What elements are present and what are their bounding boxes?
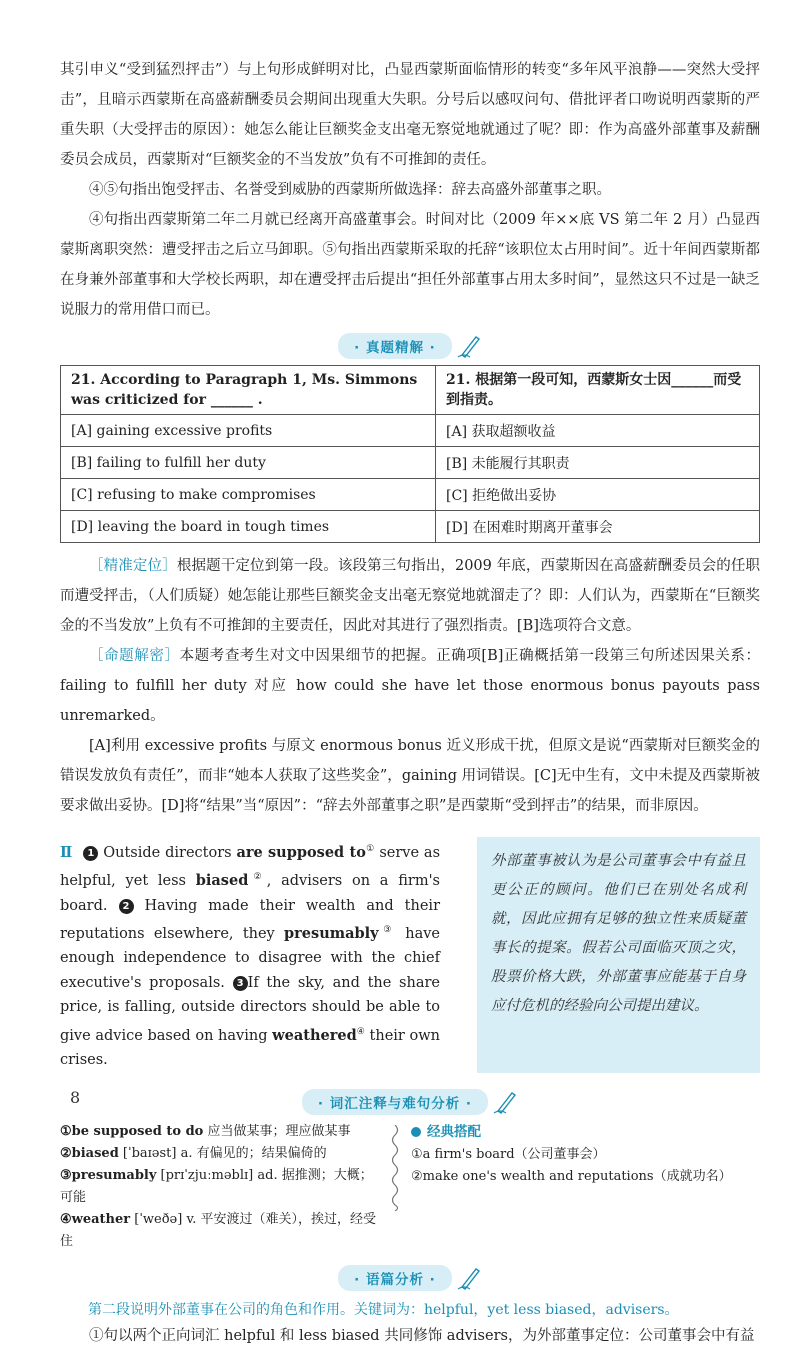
sentence-number-3: 3: [233, 976, 248, 991]
passage-text: serve as helpful, yet less: [60, 844, 441, 890]
passage-text: If the sky, and the share price, is falling, outside directors should be able to give advice based on having: [60, 974, 440, 1044]
list-item: [60, 1143, 385, 1165]
section-header-discourse: [60, 1263, 760, 1293]
passage-english: [60, 837, 440, 1073]
pen-icon: [456, 1265, 482, 1291]
list-item: [60, 1165, 385, 1209]
option-d-zh: [D] 在困难时期离开董事会: [436, 511, 760, 543]
list-item: ②make one's wealth and reputations（成就功名）: [411, 1168, 732, 1184]
list-item: [60, 1209, 385, 1253]
option-a-zh: [A] 获取超额收益: [436, 415, 760, 447]
page: [60, 0, 760, 1349]
footnote-marker: ①: [365, 844, 375, 854]
passage-text: , advisers on a firm's board.: [60, 873, 440, 914]
table-row: [61, 479, 760, 511]
passage-translation: 外部董事被认为是公司董事会中有益且更公正的顾问。他们已在别处名成利就，因此应拥有足够的独立性来质疑董事长的提案。假若公司面临灭顶之灾，股票价格大跌，外部董事应能基于自身应付危机的经验向公司提出建议。: [477, 837, 760, 1073]
vocab-list: [60, 1121, 385, 1253]
discourse-summary: 第二段说明外部董事在公司的角色和作用。关键词为：helpful，yet less biased，advisers。: [88, 1301, 679, 1318]
keyword: are supposed to: [236, 843, 366, 861]
keyword: biased: [195, 872, 249, 890]
collocations-title: 经典搭配: [427, 1123, 481, 1140]
wavy-divider: [385, 1121, 405, 1253]
wavy-line-icon: [388, 1125, 402, 1211]
intro-paragraph-1: 其引申义“受到猛烈抨击”）与上句形成鲜明对比，凸显西蒙斯面临情形的转变“多年风平浪静——突然大受抨击”，且暗示西蒙斯在高盛薪酬委员会期间出现重大失职。分号后以感叹问句、借批评者口吻说明西蒙斯的严重失职（大受抨击的原因）：她怎么能让巨额奖金支出毫无察觉地就通过了呢？即：作为高盛外部董事及薪酬委员会成员，西蒙斯对“巨额奖金的不当发放”负有不可推卸的责任。: [60, 62, 760, 168]
collocations-header: [411, 1121, 760, 1144]
option-a-en: [A] gaining excessive profits: [61, 415, 436, 447]
analysis-locate: [60, 551, 760, 641]
locate-text: 根据题干定位到第一段。该段第三句指出，2009 年底，西蒙斯因在高盛薪酬委员会的任职而遭受抨击，（人们质疑）她怎能让那些巨额奖金支出毫无察觉地就溜走了？即：人们认为，西蒙斯在“巨额奖金的不当发放”上负有不可推卸的主要责任，因此对其进行了强烈指责。[B]选项符合文意。: [60, 558, 761, 634]
passage-text: Having made their wealth and their reputations elsewhere, they: [60, 897, 440, 942]
vocab-term: ①be supposed to do: [60, 1123, 204, 1139]
option-b-en: [B] failing to fulfill her duty: [61, 447, 436, 479]
question-stem-en: 21. According to Paragraph 1, Ms. Simmons was criticized for ______ .: [61, 366, 436, 415]
footnote-marker: ②: [248, 872, 267, 883]
analysis-decode: [60, 641, 760, 731]
option-c-zh: [C] 拒绝做出妥协: [436, 479, 760, 511]
keyword: presumably: [284, 924, 379, 942]
analysis-distractors: [A]利用 excessive profits 与原文 enormous bonus 近义形成干扰，但原文是说“西蒙斯对巨额奖金的错误发放负有责任”，而非“她本人获取了这些奖金”，gaining 用词错误。[C]无中生有，文中未提及西蒙斯被要求做出妥协。[D]将“结果”当“原因”：“辞去外部董事之职”是西蒙斯“受到抨击”的结果，而非原因。: [60, 738, 760, 814]
option-d-en: [D] leaving the board in tough times: [61, 511, 436, 543]
footnote-marker: ③: [378, 925, 396, 936]
intro-paragraph-3: ④句指出西蒙斯第二年二月就已经离开高盛董事会。时间对比（2009 年××底 VS 第二年 2 月）凸显西蒙斯离职突然：遭受抨击之后立马卸职。⑤句指出西蒙斯采取的托辞“该职位太占用时间”。近十年间西蒙斯都在身兼外部董事和大学校长两职，却在遭受抨击后提出“担任外部董事占用太多时间”，显然这只不过是一缺乏说服力的常用借口而已。: [60, 212, 760, 318]
list-item: ①a firm's board（公司董事会）: [411, 1146, 606, 1162]
intro-paragraph-2: ④⑤句指出饱受抨击、名誉受到威胁的西蒙斯所做选择：辞去高盛外部董事之职。: [89, 182, 611, 198]
collocations: [405, 1121, 760, 1253]
discourse-sentence-1: ①句以两个正向词汇 helpful 和 less biased 共同修饰 advisers，为外部董事定位：公司董事会中有益: [89, 1327, 755, 1344]
passage-text: have enough independence to disagree with the chief executive's proposals.: [60, 925, 440, 991]
vocab-def: 应当做某事；理应做某事: [203, 1123, 351, 1139]
vocab-def: [ˈweðə] v. 平安渡过（难关），挨过，经受住: [60, 1211, 377, 1249]
option-c-en: [C] refusing to make compromises: [61, 479, 436, 511]
table-row: [61, 366, 760, 415]
pen-icon: [492, 1089, 518, 1115]
list-item: [60, 1121, 385, 1143]
option-b-zh: [B] 未能履行其职责: [436, 447, 760, 479]
passage-block: [60, 837, 760, 1073]
section-header-exam: [60, 331, 760, 361]
paragraph-number: Ⅱ: [60, 843, 73, 861]
keyword: weathered: [272, 1026, 357, 1044]
bullet-icon: [411, 1127, 421, 1137]
vocab-term: ②biased: [60, 1145, 119, 1161]
vocab-term: ④weather: [60, 1211, 131, 1227]
pen-icon: [456, 333, 482, 359]
section-header-vocab: [60, 1087, 760, 1117]
passage-text: Outside directors: [103, 844, 237, 861]
sentence-number-2: 2: [119, 899, 134, 914]
passage-text: their own crises.: [60, 1027, 440, 1069]
vocab-section: [60, 1121, 760, 1253]
locate-tag: ［精准定位］: [89, 558, 177, 574]
table-row: [61, 447, 760, 479]
section-title: · 词汇注释与难句分析 ·: [302, 1089, 488, 1115]
table-row: [61, 511, 760, 543]
vocab-def: [ˈbaɪəst] a. 有偏见的；结果偏倚的: [118, 1145, 327, 1161]
vocab-def: [prɪˈzjuːməblɪ] ad. 据推测；大概；可能: [60, 1167, 373, 1205]
table-row: [61, 415, 760, 447]
decode-tag: ［命题解密］: [89, 648, 180, 664]
sentence-number-1: 1: [83, 846, 98, 861]
footnote-marker: ④: [356, 1026, 365, 1037]
page-number: 8: [70, 1088, 81, 1107]
decode-text: 本题考查考生对文中因果细节的把握。正确项[B]正确概括第一段第三句所述因果关系：failing to fulfill her duty 对应 how could she have let those enormous bonus payouts pass unremarked。: [60, 648, 760, 724]
section-title: · 语篇分析 ·: [338, 1265, 452, 1291]
question-stem-zh: 21. 根据第一段可知，西蒙斯女士因______而受到指责。: [436, 366, 760, 415]
section-title: · 真题精解 ·: [338, 333, 452, 359]
vocab-term: ③presumably: [60, 1167, 157, 1183]
question-table: [60, 365, 760, 543]
